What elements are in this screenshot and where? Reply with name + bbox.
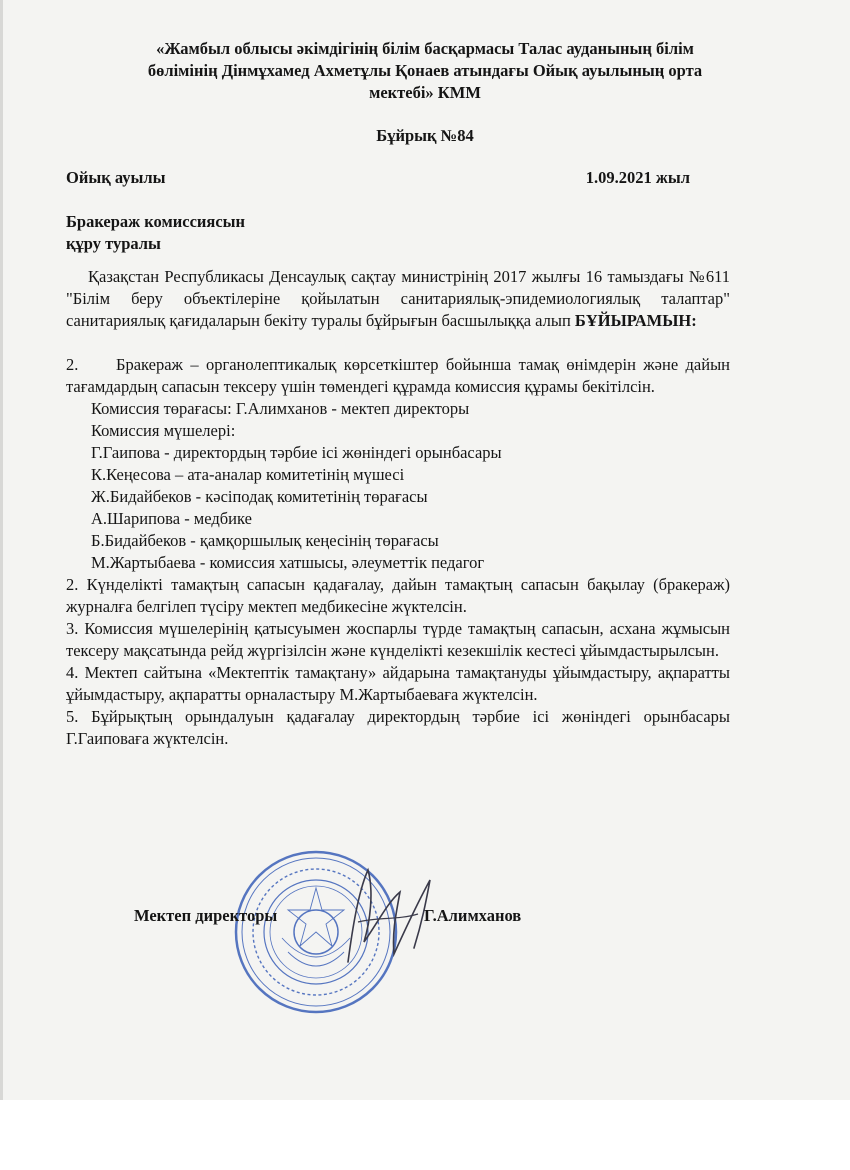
header-line: «Жамбыл облысы әкімдігінің білім басқармасы Талас ауданының білім [156, 39, 694, 58]
commission-line: Комиссия төрағасы: Г.Алимханов - мектеп директоры [91, 399, 470, 418]
order-date: 1.09.2021 жыл [585, 168, 690, 187]
commission-line: А.Шарипова - медбике [91, 509, 252, 528]
subject-line: Бракераж комиссиясын [66, 212, 246, 231]
item-number: 2. [66, 355, 79, 374]
signature-name: Г.Алимханов [424, 906, 522, 925]
commission-line: К.Кеңесова – ата-аналар комитетінің мүшесі [91, 465, 405, 484]
order-subject [66, 211, 245, 255]
item-paragraph: 4. Мектеп сайтына «Мектептік тамақтану» айдарына тамақтануды ұйымдастыру, ақпаратты ұйымдастыру, ақпаратты орналастыру М.Жартыбаеваға жүктелсін. [66, 663, 730, 704]
commission-line: Комиссия мүшелері: [91, 421, 236, 440]
commission-line: Г.Гаипова - директордың тәрбие ісі жөніндегі орынбасары [91, 443, 502, 462]
order-title: Бұйрық №84 [376, 126, 474, 145]
place-of-issue: Ойық ауылы [66, 168, 166, 187]
scan-edge [0, 0, 3, 1100]
subject-line: құру туралы [66, 234, 161, 253]
preamble-paragraph [66, 266, 730, 332]
item-text: Бракераж – органолептикалық көрсеткіштер бойынша тамақ өнімдерін және дайын тағамдардың сапасын тексеру үшін төмендегі құрамда комиссия құрамы бекітілсін. [66, 355, 730, 396]
commission-line: Б.Бидайбеков - қамқоршылық кеңесінің төрағасы [91, 531, 439, 550]
order-body [66, 266, 730, 750]
item-paragraph: 3. Комиссия мүшелерінің қатысуымен жоспарлы түрде тамақтың сапасын, асхана жұмысын тексеру мақсатында рейд жүргізілсін және күнделікті кезекшілік кестесі ұйымдастырылсын. [66, 619, 730, 660]
header-line: мектебі» КММ [369, 83, 481, 102]
commission-line: М.Жартыбаева - комиссия хатшысы, әлеуметтік педагог [91, 553, 485, 572]
commission-line: Ж.Бидайбеков - кәсіподақ комитетінің төрағасы [91, 487, 428, 506]
document-header [60, 38, 790, 104]
item-paragraph: 5. Бұйрықтың орындалуын қадағалау директордың тәрбие ісі жөніндегі орынбасары Г.Гаиповаға жүктелсін. [66, 707, 730, 748]
signature-position: Мектеп директоры [134, 906, 278, 925]
preamble-text: Қазақстан Республикасы Денсаулық сақтау министрінің 2017 жылғы 16 тамыздағы №611 "Білім беру объектілеріне қойылатын санитариялық-эпидемиологиялық талаптар" санитариялық қағидаларын бекіту туралы бұйрығын басшылыққа алып [66, 267, 730, 330]
item-paragraph: 2. Күнделікті тамақтың сапасын қадағалау, дайын тамақтың сапасын бақылау (бракераж) журналға белгілеп түсіру мектеп медбикесіне жүктелсін. [66, 575, 730, 616]
order-word: БҰЙЫРАМЫН: [574, 311, 697, 330]
blank-margin [0, 1100, 850, 1170]
item-paragraph [66, 354, 730, 398]
header-line: бөлімінің Дінмұхамед Ахметұлы Қонаев атындағы Ойық ауылының орта [147, 61, 703, 80]
